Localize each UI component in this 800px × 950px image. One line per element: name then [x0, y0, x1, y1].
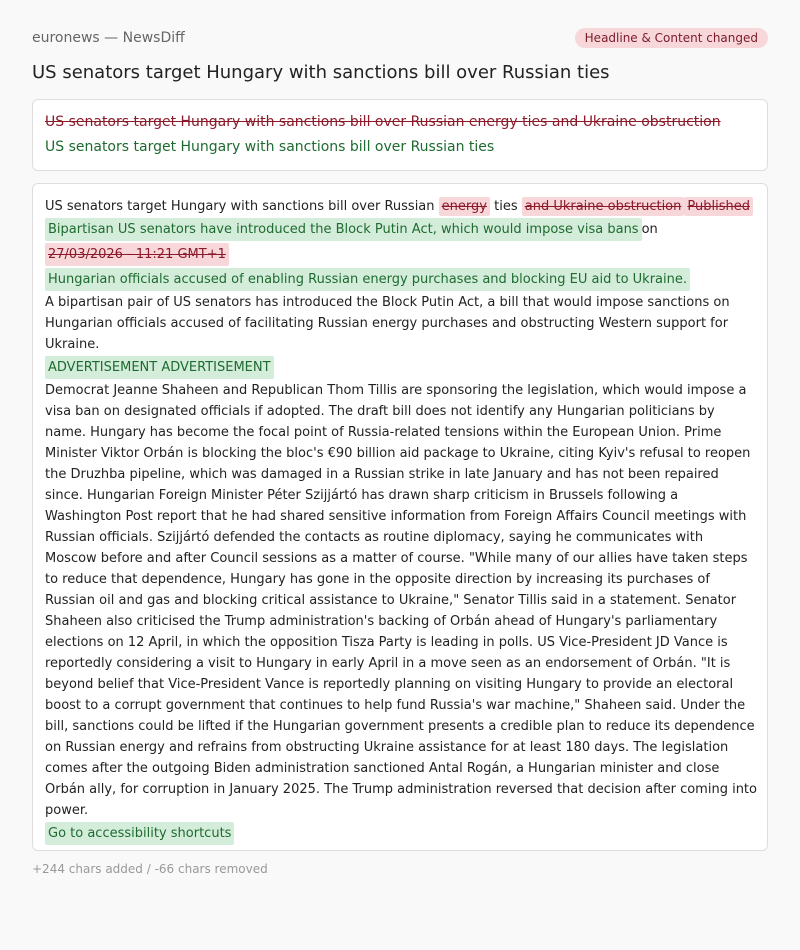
new-headline: US senators target Hungary with sanctions bill over Russian ties: [45, 139, 495, 155]
diff-stats: +244 chars added / -66 chars removed: [32, 862, 268, 876]
unchanged-text: US senators target Hungary with sanctions bill over Russian: [45, 199, 435, 214]
added-text: Go to accessibility shortcuts: [45, 822, 234, 845]
headline-diff-card: [32, 99, 768, 171]
added-text: ADVERTISEMENT ADVERTISEMENT: [45, 356, 274, 379]
unchanged-paragraph: Democrat Jeanne Shaheen and Republican Thom Tillis are sponsoring the legislation, which would impose a visa ban on designated officials if adopted. The draft bill does not identify any Hungarian politicians by name. Hungary has become the focal point of Russia-related tensions within the European Union. Prime Minister Viktor Orbán is blocking the bloc's €90 billion aid package to Ukraine, citing Kyiv's refusal to reopen the Druzhba pipeline, which was damaged in a Russian strike in late January and has not been repaired since. Hungarian Foreign Minister Péter Szijjártó has drawn sharp criticism in Brussels following a Washington Post report that he had shared sensitive information from Foreign Affairs Council meetings with Russian officials. Szijjártó defended the contacts as routine diplomacy, saying he communicates with Moscow before and after Council sessions as a matter of course. "While many of our allies have taken steps to reduce that dependence, Hungary has gone in the opposite direction by increasing its purchases of Russian oil and gas and blocking critical assistance to Ukraine," Senator Tillis said in a statement. Senator Shaheen also criticised the Trump administration's backing of Orbán ahead of Hungary's parliamentary elections on 12 April, in which the opposition Tisza Party is leading in polls. US Vice-President JD Vance is reportedly considering a visit to Hungary in early April in a move seen as an endorsement of Orbán. "It is beyond belief that Vice-President Vance is reportedly planning on visiting Hungary to provide an electoral boost to a corrupt government that continues to help fund Russia's war machine," Shaheen said. Under the bill, sanctions could be lifted if the Hungarian government presents a credible plan to reduce its dependence on Russian energy and refrains from obstructing Ukraine assistance for at least 180 days. The legislation comes after the outgoing Biden administration sanctioned Antal Rogán, a Hungarian minister and close Orbán ally, for corruption in January 2025. The Trump administration reversed that decision after coming into power.: [45, 383, 757, 818]
added-text: Bipartisan US senators have introduced the Block Putin Act, which would impose visa bans: [45, 218, 642, 241]
content-diff: [45, 196, 757, 846]
content-diff-card: [32, 183, 768, 851]
top-bar: [32, 28, 768, 48]
unchanged-paragraph: A bipartisan pair of US senators has introduced the Block Putin Act, a bill that would impose sanctions on Hungarian officials accused of facilitating Russian energy purchases and obstructing Western support for Ukraine.: [45, 295, 730, 352]
removed-text: 27/03/2026 - 11:21 GMT+1: [45, 243, 229, 266]
page-title: US senators target Hungary with sanctions bill over Russian ties: [32, 62, 610, 83]
source-label: euronews — NewsDiff: [32, 30, 185, 46]
unchanged-text: on: [641, 222, 658, 237]
old-headline: US senators target Hungary with sanctions bill over Russian energy ties and Ukraine obstruction: [45, 114, 721, 130]
unchanged-text: ties: [494, 199, 518, 214]
added-text: Hungarian officials accused of enabling Russian energy purchases and blocking EU aid to Ukraine.: [45, 268, 690, 291]
removed-text: Published: [684, 197, 753, 216]
change-type-badge: Headline & Content changed: [575, 28, 768, 48]
removed-text: energy: [439, 197, 490, 216]
removed-text: and Ukraine obstruction: [522, 197, 685, 216]
